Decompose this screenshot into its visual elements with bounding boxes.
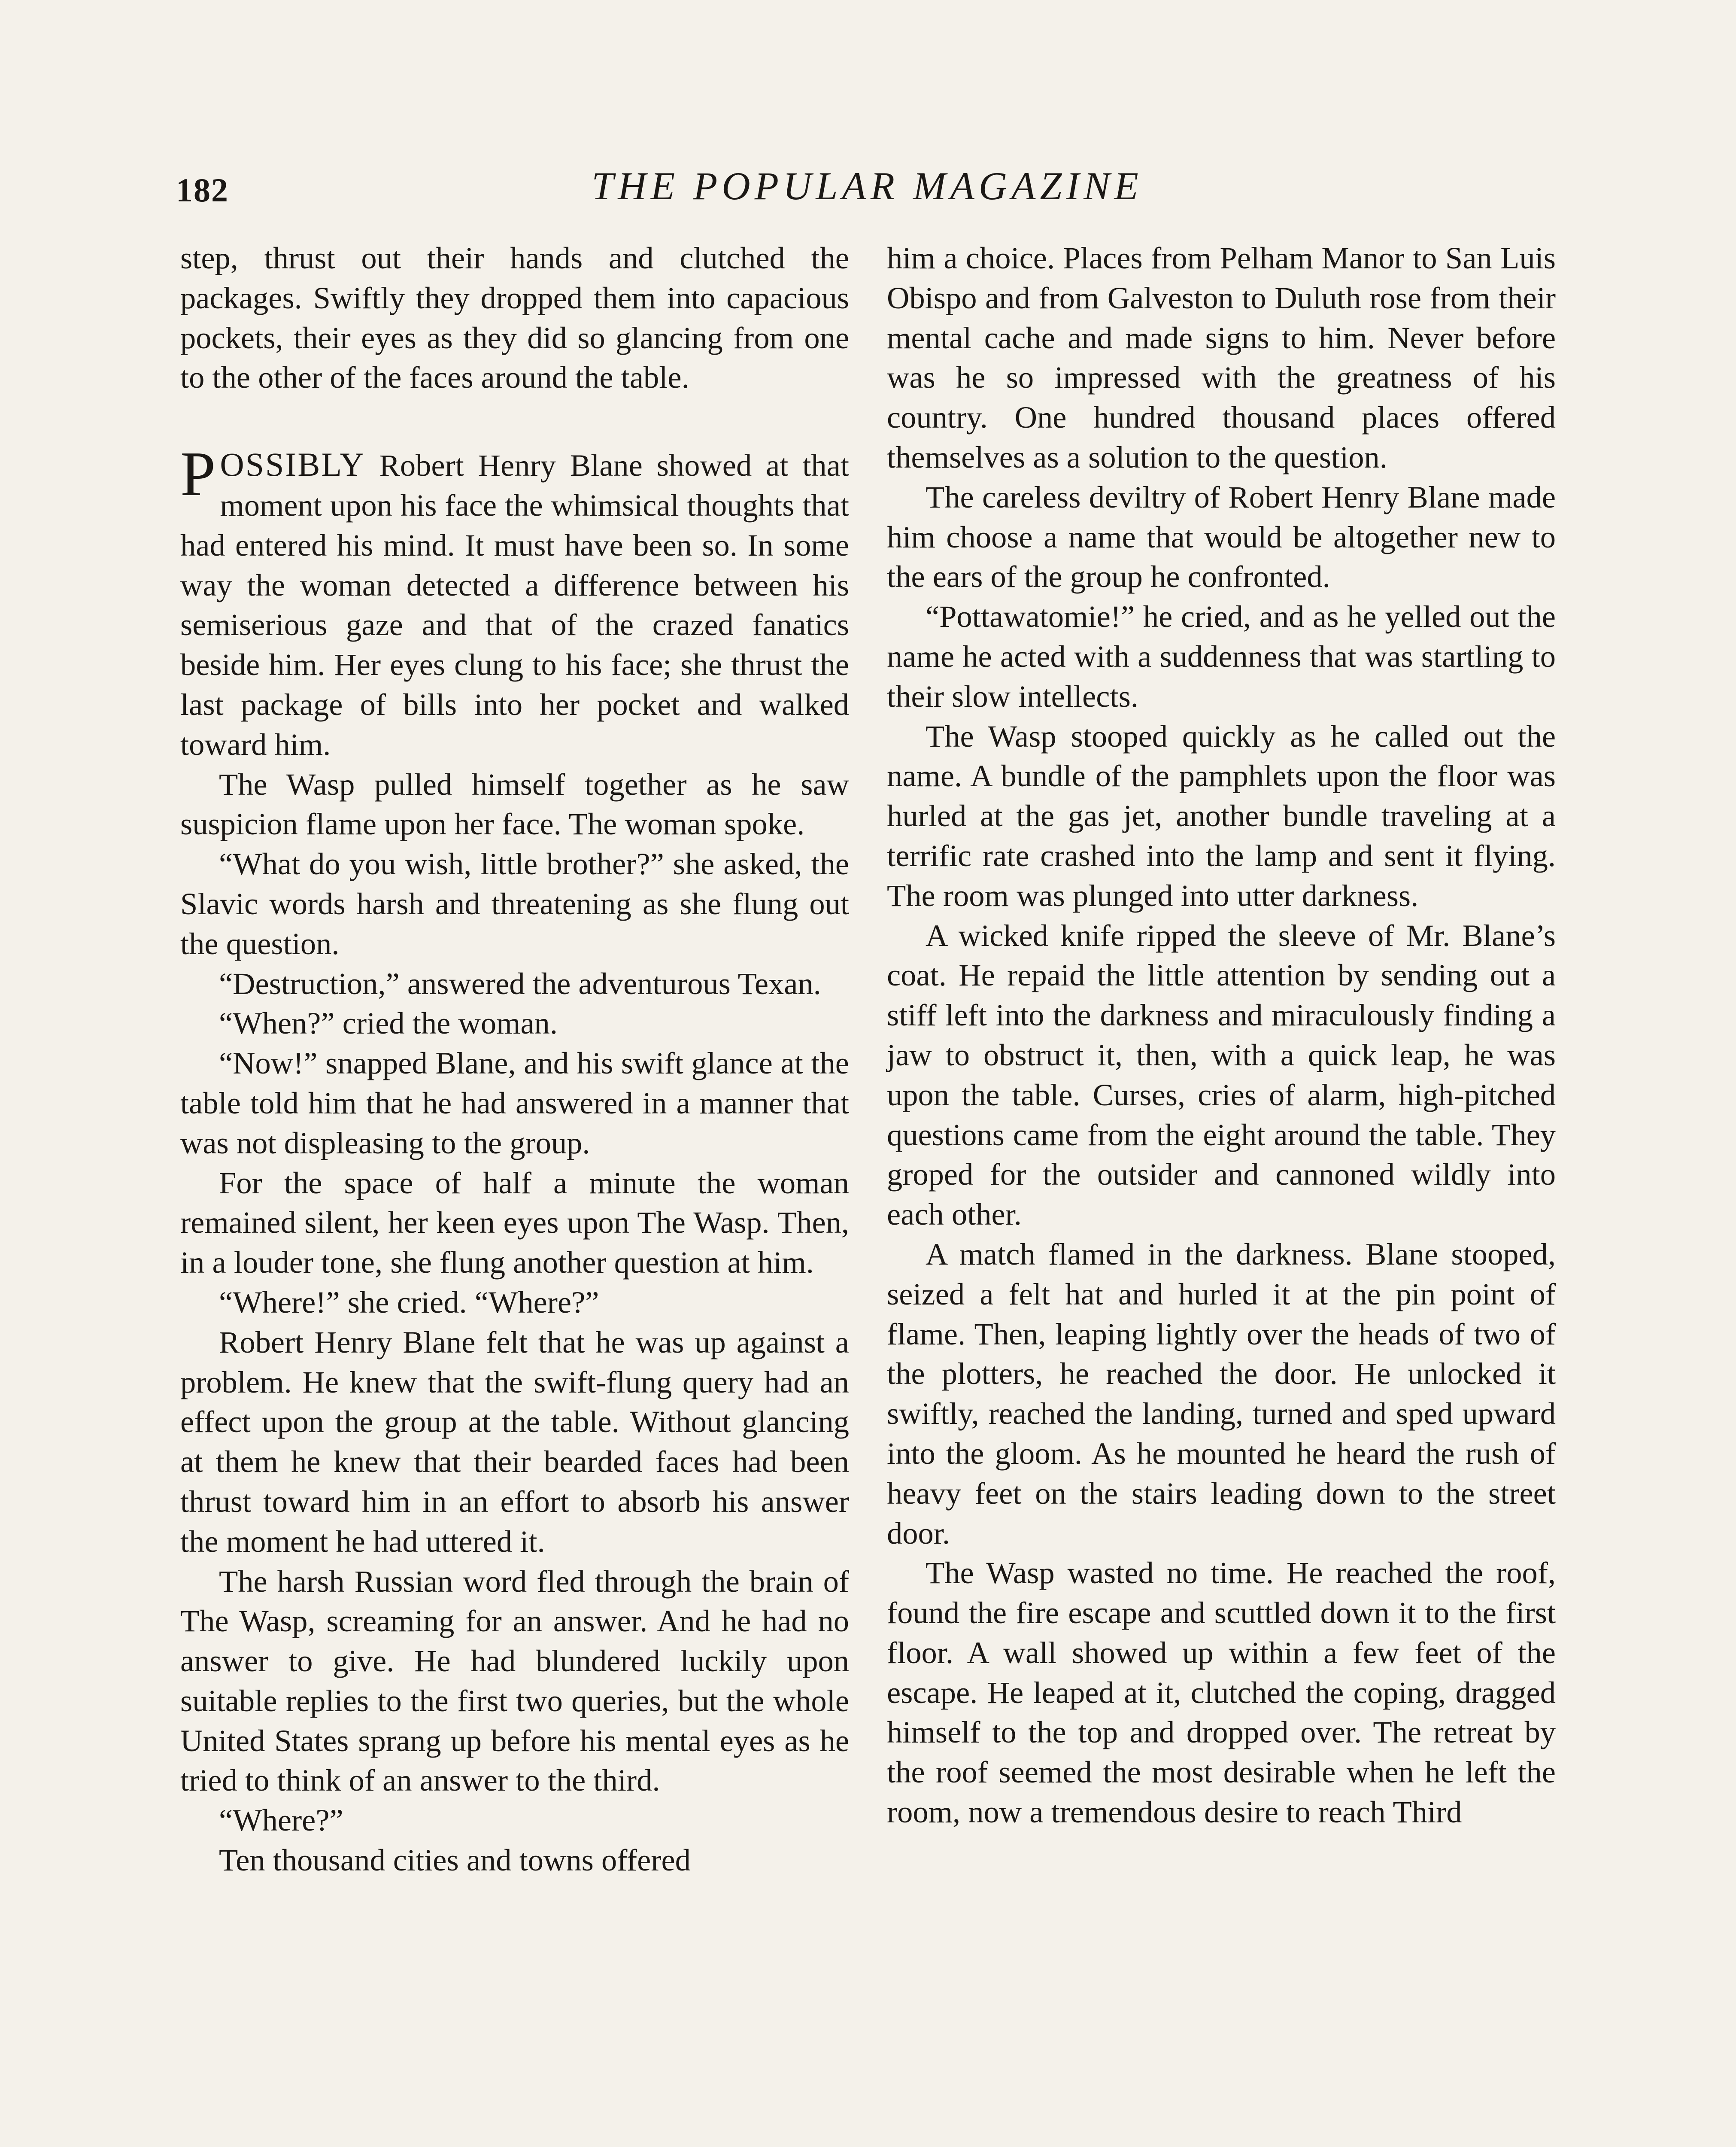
section-lead-text: Robert Henry Blane showed [365,448,752,483]
paragraph: step, thrust out their hands and clutched the packages. Swiftly they dropped them into capacious pockets, their eyes as they did so glancing from one to the other of the faces around the table. [180,240,849,395]
paragraph: “What do you wish, little brother?” she asked, the Slavic words harsh and threatening as she flung out the question. [180,846,849,961]
paragraph: “Where!” she cried. “Where?” [219,1284,599,1320]
running-title: THE POPULAR MAGAZINE [592,164,1143,208]
paragraph: For the space of half a minute the woman remained silent, her keen eyes upon The Wasp. Then, in a louder tone, she flung another question at him. [180,1165,849,1280]
paragraph: The Wasp wasted no time. He reached the roof, found the fire escape and scuttled down it to the first floor. A wall showed up within a few feet of the escape. He leaped at it, clutched the coping, dragged himself to the top and dropped over. The retreat by the roof seemed the most desirable when he left the room, now a tremendous desire to reach Third [887,1555,1556,1830]
paragraph: Robert Henry Blane felt that he was up against a problem. He knew that the swift-flung query had an effect upon the group at the table. Without glancing at them he knew that their bearded faces had been thrust toward him in an effort to absorb his answer the moment he had uttered it. [180,1324,849,1559]
section-opening-paragraph [180,439,850,764]
paragraph: him a choice. Places from Pelham Manor to San Luis Obispo and from Galveston to Duluth rose from their mental cache and made signs to him. Never before was he so impressed with the greatness of his country. One hundred thousand places offered themselves as a solution to the question. [887,240,1556,474]
paragraph: “Pottawatomie!” he cried, and as he yelled out the name he acted with a suddenness that was startling to their slow intellects. [887,599,1556,714]
left-column [180,238,849,1880]
paragraph: “Now!” snapped Blane, and his swift glance at the table told him that he had answered in a manner that was not displeasing to the group. [180,1046,849,1160]
paragraph: Ten thousand cities and towns offered [219,1843,691,1878]
page-header [176,163,1558,228]
drop-cap: P [180,439,216,510]
paragraph: “Where?” [219,1803,343,1838]
paragraph: The harsh Russian word fled through the brain of The Wasp, screaming for an answer. And he had no answer to give. He had blundered luckily upon suitable replies to the first two queries, but the whole United States sprang up before his mental eyes as he tried to think of an answer to the third. [180,1563,849,1798]
paragraph: The careless deviltry of Robert Henry Blane made him choose a name that would be altogether new to the ears of the group he confronted. [887,479,1556,594]
paragraph: “When?” cried the woman. [219,1006,558,1041]
page-number: 182 [176,171,229,209]
small-caps-word: OSSIBLY [220,446,365,484]
right-column [887,238,1556,1832]
paragraph: “Destruction,” answered the adventurous Texan. [219,966,821,1001]
paragraph: The Wasp stooped quickly as he called out the name. A bundle of the pamphlets upon the floor was hurled at the gas jet, another bundle traveling at a terrific rate crashed into the lamp and sent it flying. The room was plunged into utter darkness. [887,718,1556,913]
paragraph: The Wasp pulled himself together as he saw suspicion flame upon her face. The woman spoke. [180,766,849,842]
paragraph: A wicked knife ripped the sleeve of Mr. Blane’s coat. He repaid the little attention by sending out a stiff left into the darkness and miraculously finding a jaw to obstruct it, then, with a quick leap, he was upon the table. Curses, cries of alarm, high-pitched questions came from the eight around the table. They groped for the outsider and cannoned wildly into each other. [887,918,1556,1232]
section-body-text: at that moment upon his face the whimsical thoughts that had entered his mind. It must have been so. In some way the woman detected a difference between his semiserious gaze and that of the crazed fanatics beside him. Her eyes clung to his face; she thrust the last package of bills into her pocket and walked toward him. [180,448,850,762]
paragraph: A match flamed in the darkness. Blane stooped, seized a felt hat and hurled it at the pin point of flame. Then, leaping lightly over the heads of two of the plotters, he reached the door. He unlocked it swiftly, reached the landing, turned and sped upward into the gloom. As he mounted he heard the rush of heavy feet on the stairs leading down to the street door. [887,1236,1556,1551]
